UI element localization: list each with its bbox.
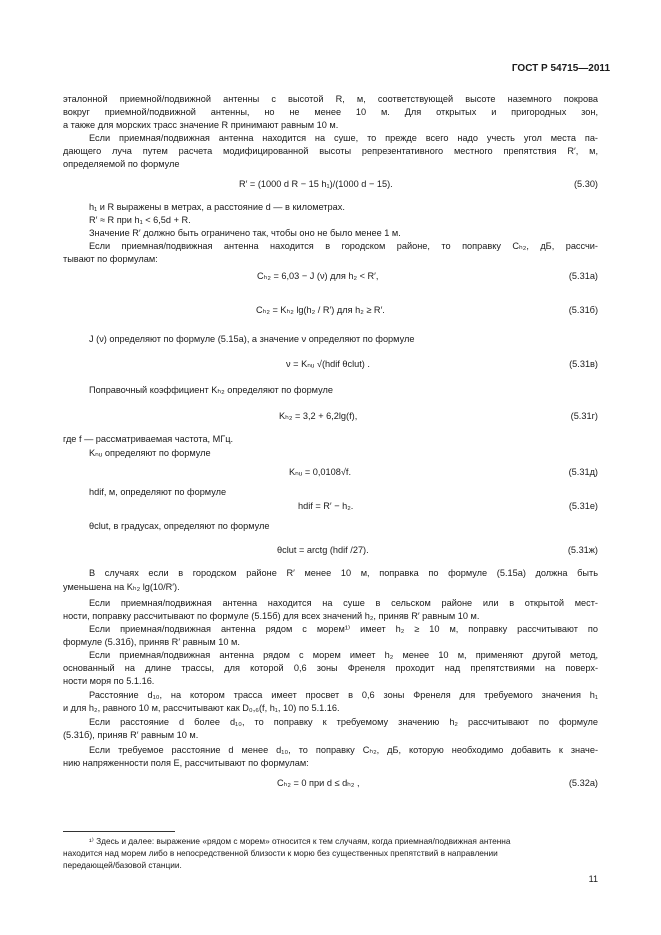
text-line: Расстояние d₁₀, на котором трасса имеет просвет в 0,6 зоны Френеля для требуемого значения h₁ [89, 690, 598, 700]
formula-5-31a: Cₕ₂ = 6,03 − J (ν) для h₂ < R′, [257, 271, 379, 281]
text-line: Если приемная/подвижная антенна находится в городском районе, то поправку Cₕ₂, дБ, рассчи- [89, 241, 598, 251]
formula-number: (5.31д) [568, 467, 598, 477]
formula-number: (5.31ж) [567, 545, 598, 555]
text-line: (5.31б), приняв R′ равным 10 м. [63, 730, 199, 740]
text-line: вокруг приемной/подвижной антенны, но не менее 10 м. Для открытых и пригородных зон, [63, 107, 598, 117]
formula-number: (5.31а) [568, 271, 598, 281]
text-line: J (ν) определяют по формуле (5.15а), а значение ν определяют по формуле [89, 334, 415, 344]
formula-5-31g: Kₕ₂ = 3,2 + 6,2lg(f), [279, 411, 358, 421]
formula-5-32a: Cₕ₂ = 0 при d ≤ dₕ₂ , [277, 778, 360, 788]
page-number: 11 [588, 874, 598, 884]
formula-5-31zh: θclut = arctg (hdif /27). [277, 545, 369, 555]
text-line: R′ ≈ R при h₁ < 6,5d + R. [89, 215, 191, 225]
footnote-line: ¹⁾ Здесь и далее: выражение «рядом с морем» относится к тем случаям, когда приемная/подвижная антенна [89, 836, 511, 846]
text-line: Если приемная/подвижная антенна рядом с морем имеет h₂ менее 10 м, применяют другой метод, [89, 650, 598, 660]
text-line: дающего луча путем расчета модифицированной высоты репрезентативного местного препятствия R′, м, [63, 146, 598, 156]
text-line: а также для морских трасс значение R принимают равным 10 м. [63, 120, 339, 130]
text-line: где f — рассматриваемая частота, МГц. [63, 434, 234, 444]
text-line: ности, поправку рассчитывают по формуле (5.15б) для всех значений h₂, приняв R′ равным 10 м. [63, 611, 480, 621]
formula-number: (5.31б) [568, 305, 598, 315]
text-line: основанный на длине трассы, для которой 0,6 зоны Френеля проходит над препятствиями на поверх- [63, 663, 598, 673]
document-header: ГОСТ Р 54715—2011 [511, 63, 610, 74]
text-line: Kₙᵤ определяют по формуле [89, 448, 211, 458]
formula-5-31e: hdif = R′ − h₂. [298, 501, 354, 511]
formula-5-31b: Cₕ₂ = Kₕ₂ lg(h₂ / R′) для h₂ ≥ R′. [256, 305, 385, 315]
formula-number: (5.31е) [568, 501, 598, 511]
footnote-rule [63, 831, 175, 832]
footnote-line: передающей/базовой станции. [63, 860, 182, 870]
text-line: Если расстояние d более d₁₀, то поправку к требуемому значению h₂ рассчитывают по формуле [89, 717, 599, 727]
text-line: нию напряженности поля E, рассчитывают по формулам: [63, 758, 309, 768]
formula-5-31d: Kₙᵤ = 0,0108√f. [289, 467, 352, 477]
text-line: и для h₂, равного 10 м, рассчитывают как D₀,₆(f, h₁, 10) по 5.1.16. [63, 703, 340, 713]
formula-number: (5.30) [573, 179, 598, 189]
text-line: определяемой по формуле [63, 159, 180, 169]
text-line: тывают по формулам: [63, 254, 158, 264]
text-line: уменьшена на Kₕ₂ lg(10/R′). [63, 582, 180, 592]
text-line: В случаях если в городском районе R′ менее 10 м, поправка по формуле (5.15а) должна быть [89, 568, 598, 578]
formula-5-30: R′ = (1000 d R − 15 h₁)/(1000 d − 15). [239, 179, 393, 189]
text-line: Значение R′ должно быть ограничено так, чтобы оно не было менее 1 м. [89, 228, 401, 238]
formula-number: (5.31в) [569, 359, 598, 369]
formula-5-31v: ν = Kₙᵤ √(hdif θclut) . [286, 359, 370, 369]
text-line: Если приемная/подвижная антенна рядом с морем¹⁾ имеет h₂ ≥ 10 м, поправку рассчитывают по [89, 624, 598, 634]
formula-number: (5.31г) [570, 411, 598, 421]
text-line: Поправочный коэффициент Kₕ₂ определяют по формуле [89, 385, 333, 395]
text-line: ности моря по 5.1.16. [63, 676, 155, 686]
text-line: Если приемная/подвижная антенна находится на суше в сельском районе или в открытой мест- [89, 598, 598, 608]
text-line: h₁ и R выражены в метрах, а расстояние d — в километрах. [89, 202, 345, 212]
text-line: Если требуемое расстояние d менее d₁₀, то поправку Cₕ₂, дБ, которую необходимо добавить к значе- [89, 745, 598, 755]
text-line: Если приемная/подвижная антенна находится на суше, то прежде всего надо учесть угол места па- [89, 133, 598, 143]
formula-number: (5.32а) [568, 778, 598, 788]
text-line: hdif, м, определяют по формуле [89, 487, 227, 497]
text-line: θclut, в градусах, определяют по формуле [89, 521, 270, 531]
footnote-line: находится над морем либо в непосредственной близости к морю без существенных препятствий в направлении [63, 848, 498, 858]
text-line: эталонной приемной/подвижной антенны с высотой R, м, соответствующей высоте наземного покрова [63, 94, 598, 104]
text-line: формуле (5.31б), приняв R′ равным 10 м. [63, 637, 240, 647]
